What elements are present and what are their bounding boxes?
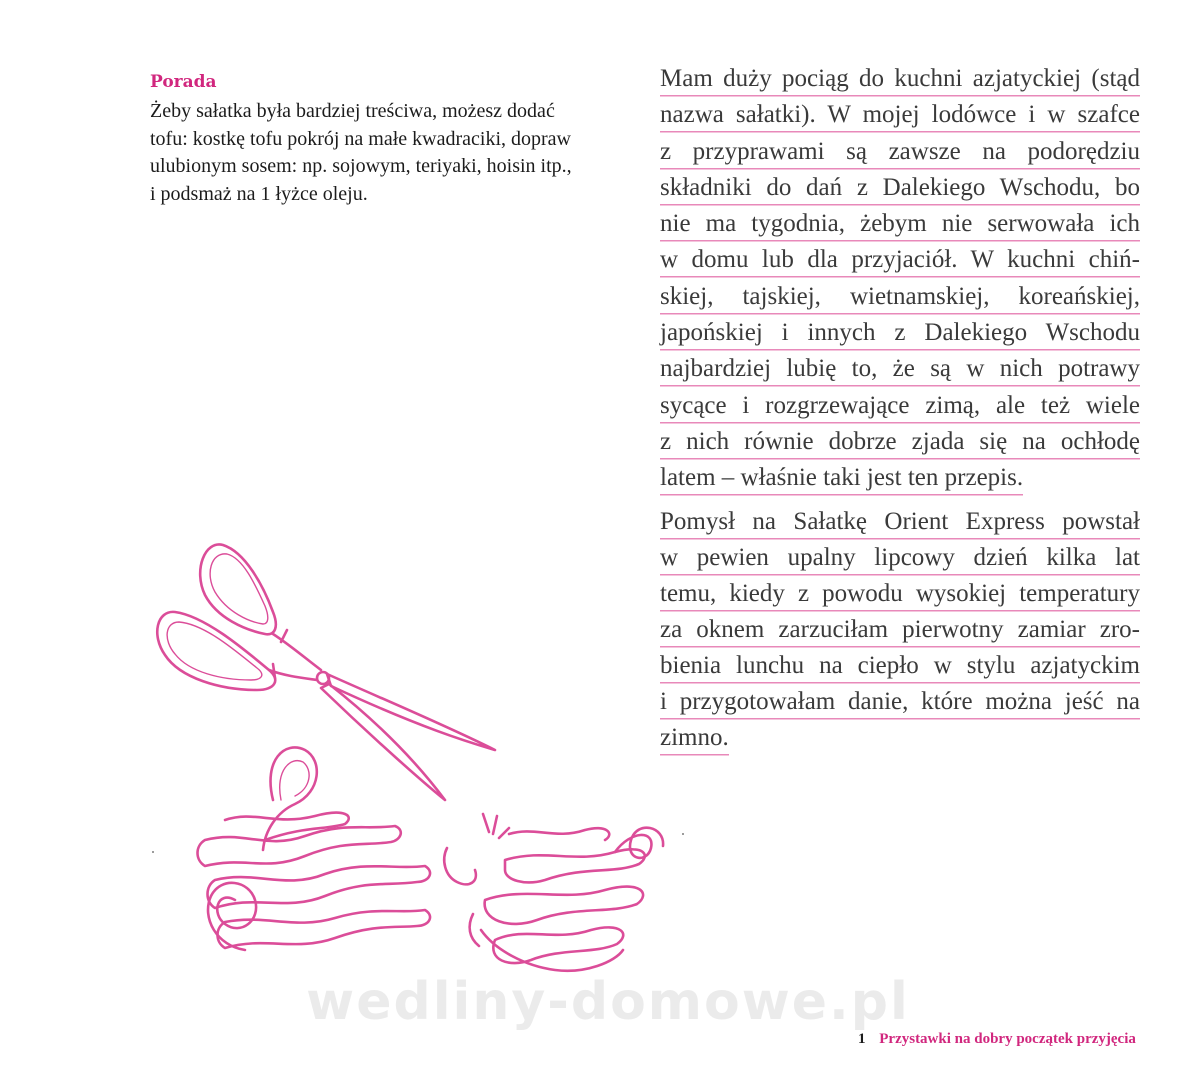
tip-line: i podsmaż na 1 łyżce oleju. (150, 182, 368, 205)
body-text-column (660, 62, 1140, 757)
body-line: temu, kiedy z powodu wysokiej temperatury (660, 577, 1140, 613)
tip-line: ulubionym sosem: np. sojowym, teriyaki, hoisin itp., (150, 155, 572, 177)
scissors-blade-lower-icon (321, 684, 445, 800)
tip-line: Żeby sałatka była bardziej treściwa, możesz dodać (150, 100, 555, 122)
page-number: 1 (858, 1031, 866, 1047)
body-line: Pomysł na Sałatkę Orient Express powstał (660, 505, 1140, 541)
body-line: nie ma tygodnia, żebym nie serwowała ich (660, 207, 1140, 243)
noodle-strand-icon (208, 866, 431, 908)
body-line: japońskiej i innych z Dalekiego Wschodu (660, 316, 1140, 352)
noodle-strand-icon (218, 910, 431, 948)
body-line: Mam duży pociąg do kuchni azjatyckiej (stąd (660, 62, 1140, 98)
body-line: sycące i rozgrzewające zimą, ale też wiele (660, 389, 1140, 425)
body-line: bienia lunchu na ciepło w stylu azjatyckim (660, 649, 1140, 685)
noodle-strand-icon (485, 887, 643, 924)
body-line: i przygotowałam danie, które można jeść na (660, 685, 1140, 721)
tip-line: tofu: kostkę tofu pokrój na małe kwadraciki, dopraw (150, 127, 571, 150)
body-line: skiej, tajskiej, wietnamskiej, koreańskiej, (660, 280, 1140, 316)
body-line: z przyprawami są zawsze na podorędziu (660, 135, 1140, 171)
noodle-curl-icon (615, 828, 663, 858)
body-line: z nich równie dobrze zjada się na ochłodę (660, 425, 1140, 461)
scissors-handle-upper-icon (200, 544, 276, 634)
paragraph-2 (660, 505, 1140, 758)
paragraph-1 (660, 62, 1140, 498)
body-line: w domu lub dla przyjaciół. W kuchni chiń- (660, 243, 1140, 279)
body-line: za oknem zarzuciłam pierwotny zamiar zro- (660, 613, 1140, 649)
body-line: w pewien upalny lipcowy dzień kilka lat (660, 541, 1140, 577)
body-line: latem – właśnie taki jest ten przepis. (660, 461, 1023, 497)
paragraph-gap (660, 498, 1140, 505)
tip-box (150, 70, 640, 208)
body-line: zimno. (660, 721, 729, 757)
body-line: składniki do dań z Dalekiego Wschodu, bo (660, 171, 1140, 207)
snip-mark-icon (483, 814, 509, 838)
noodle-spiral-icon (208, 883, 256, 950)
scissors-blade-upper-icon (327, 674, 495, 750)
noodle-strand-icon (505, 849, 645, 882)
page-footer (858, 1031, 1136, 1048)
body-line: nazwa sałatki). W mojej lodówce i w szafce (660, 98, 1140, 134)
body-line: najbardziej lubię to, że są w nich potrawy (660, 352, 1140, 388)
section-title: Przystawki na dobry początek przyjęcia (879, 1031, 1136, 1047)
watermark: wedliny-domowe.pl (306, 972, 910, 1032)
tip-title: Porada (150, 72, 217, 92)
scissors-noodles-illustration (145, 530, 705, 990)
